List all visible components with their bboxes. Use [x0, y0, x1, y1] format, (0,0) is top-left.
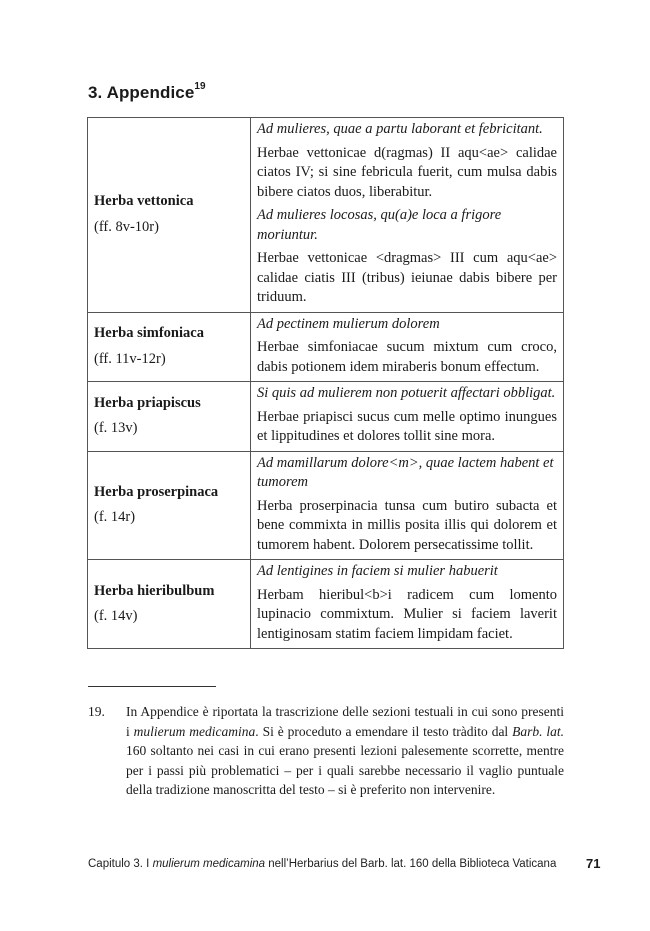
folio-reference: (f. 14r)	[94, 509, 136, 526]
table-row	[88, 312, 564, 382]
footnote	[88, 702, 564, 800]
remedy-title: Ad mulieres locosas, qu(a)e loca a frigore moriuntur.	[257, 207, 502, 243]
table-row	[88, 560, 564, 649]
herb-name: Herba simfoniaca	[94, 325, 204, 342]
remedy-text: Herba proserpinacia tunsa cum butiro subacta et bene commixta in millis posita illis qui dolorem et tumorem habent. Dolorem persecatissime tollit.	[257, 497, 557, 553]
folio-reference: (ff. 11v-12r)	[94, 350, 166, 367]
page-number: 71	[586, 856, 601, 871]
remedy-title: Ad mulieres, quae a partu laborant et febricitant.	[257, 121, 543, 137]
herb-cell	[88, 382, 251, 452]
footnote-number: 19.	[88, 704, 105, 719]
table-row	[88, 118, 564, 313]
remedy-text: Herbae simfoniacae sucum mixtum cum croco, dabis potionem idem miraberis bonum effectum.	[257, 339, 557, 375]
section-heading-text: 3. Appendice	[88, 83, 195, 102]
footnote-reference: 19	[194, 81, 206, 93]
table-row	[88, 451, 564, 560]
section-heading	[88, 83, 206, 103]
remedy-cell	[251, 312, 564, 382]
herb-cell	[88, 560, 251, 649]
footer-text-part: Capitulo 3. I	[88, 858, 153, 870]
herb-name: Herba hieribulbum	[94, 582, 215, 599]
remedy-cell	[251, 451, 564, 560]
folio-reference: (f. 14v)	[94, 608, 138, 624]
remedy-text: Herbae priapisci sucus cum melle optimo inungues et lippitudines et dolores tollit sine mora.	[257, 408, 557, 444]
remedy-cell	[251, 118, 564, 313]
folio-reference: (ff. 8v-10r)	[94, 218, 159, 235]
footnote-divider	[88, 686, 216, 687]
footnote-italic-term: mulierum medicamina	[133, 723, 256, 739]
folio-reference: (f. 13v)	[94, 420, 138, 437]
remedy-title: Si quis ad mulierem non potuerit affectari obbligat.	[257, 385, 556, 401]
footnote-text	[126, 702, 564, 800]
footnote-text-part: . Si è proceduto a emendare il testo tràdito dal	[255, 723, 513, 739]
herb-table	[87, 117, 564, 649]
running-footer	[88, 858, 564, 870]
footer-italic-term: mulierum medicamina	[152, 858, 266, 870]
footnote-italic-term: Barb. lat.	[512, 723, 564, 739]
herb-cell	[88, 451, 251, 560]
herb-name: Herba proserpinaca	[94, 483, 219, 500]
footer-text-part: nell’Herbarius del Barb. lat. 160 della Biblioteca Vaticana	[265, 858, 557, 870]
remedy-text: Herbae vettonicae d(ragmas) II aqu<ae> calidae ciatos IV; si sine febricula fuerit, cum mulsa dabis bibere ciatos duos, liberabitur.	[257, 144, 557, 200]
footnote-text-part: 160 soltanto nei casi in cui erano presenti lezioni palesemente scorrette, mentre per i passi più problematici – per i quali sarebbe necessario il vaglio puntuale della tradizione manoscritta del testo – si è preferito non intervenire.	[126, 743, 564, 797]
herb-name: Herba priapiscus	[94, 394, 201, 411]
remedy-text: Herbae vettonicae <dragmas> III cum aqu<ae> calidae ciatis III (tribus) ieiunae dabis bibere per triduum.	[257, 250, 557, 305]
remedy-title: Ad mamillarum dolore<m>, quae lactem habent et tumorem	[257, 454, 554, 490]
remedy-text: Herbam hieribul<b>i radicem cum lomento lupinacio commixtum. Mulier si faciem laverit lentiginosam statim faciem limpidam faciet.	[257, 586, 557, 642]
remedy-title: Ad pectinem mulierum dolorem	[257, 315, 440, 332]
herb-name: Herba vettonica	[94, 193, 194, 210]
remedy-cell	[251, 560, 564, 649]
footnote-text-part: In Appendice è riportata la trascrizione delle sezioni testuali in cui sono presenti i	[126, 704, 564, 739]
remedy-title: Ad lentigines in faciem si mulier habuerit	[257, 563, 498, 579]
herb-table-body	[88, 118, 564, 649]
remedy-cell	[251, 382, 564, 452]
herb-cell	[88, 312, 251, 382]
table-row	[88, 382, 564, 452]
herb-cell	[88, 118, 251, 313]
